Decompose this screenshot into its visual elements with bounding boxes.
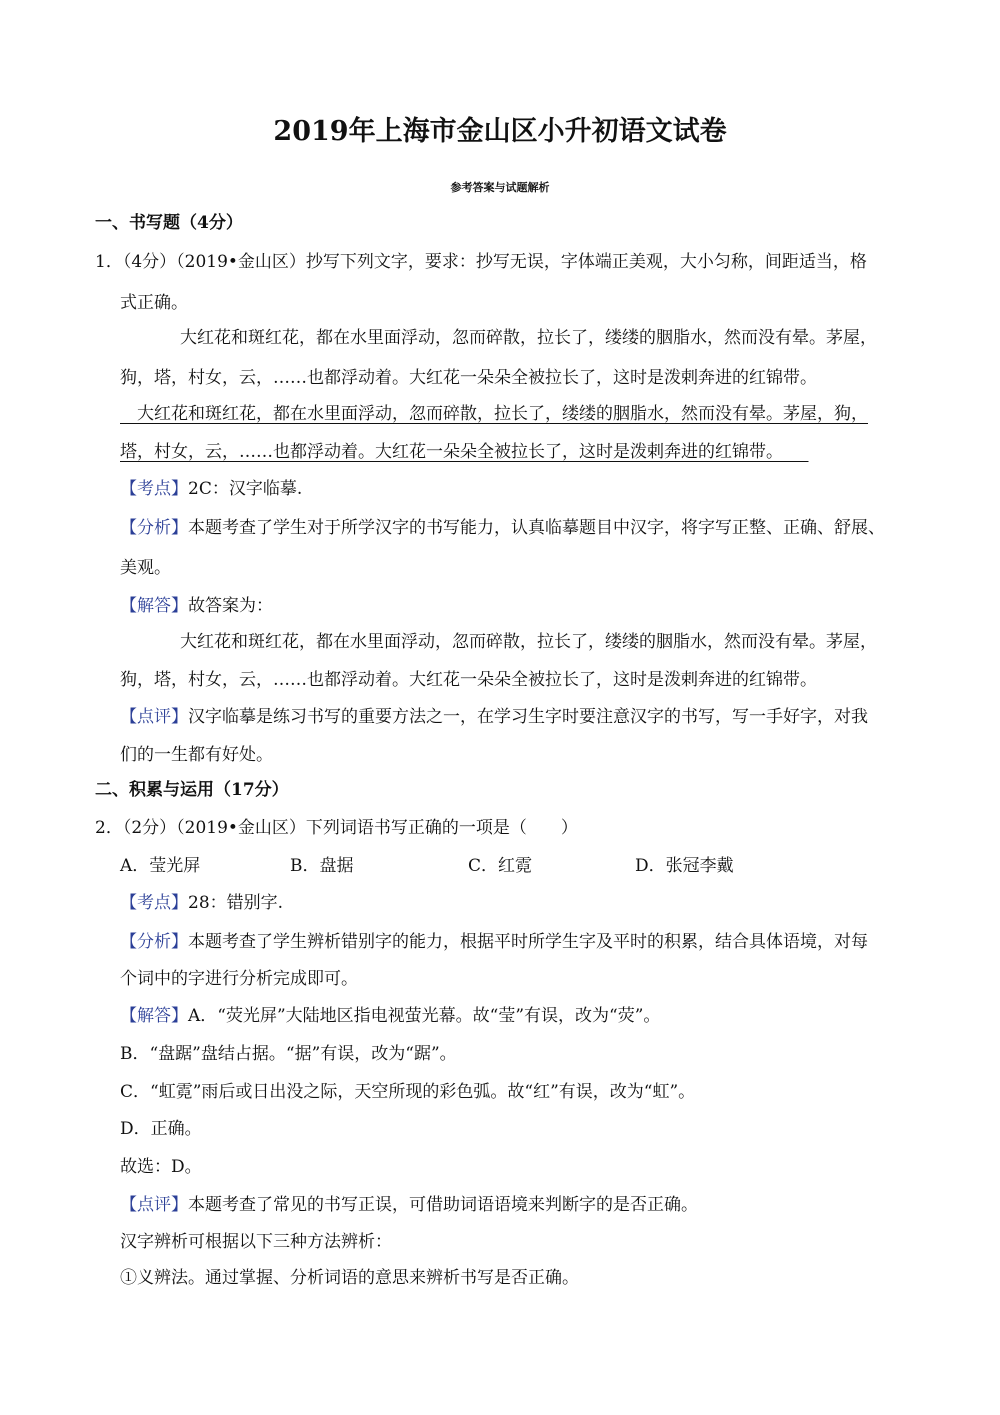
kaodian-2-text: 28：错别字. xyxy=(188,893,284,913)
jieda-1-tag: 【解答】 xyxy=(120,596,188,616)
option-c: C．红霓 xyxy=(468,856,533,876)
fenxi-1-tag: 【分析】 xyxy=(120,518,188,538)
dianping-2 xyxy=(120,1194,698,1216)
copy-line-2 xyxy=(120,441,809,463)
option-d: D．张冠李戴 xyxy=(635,856,734,876)
kaodian-1 xyxy=(120,478,302,500)
passage-line-2: 狗，塔，村女，云，……也都浮动着。大红花一朵朵全被拉长了，这时是泼剌奔进的红锦带。 xyxy=(120,368,817,388)
dianping-1 xyxy=(120,706,868,728)
kaodian-2-tag: 【考点】 xyxy=(120,893,188,913)
jieda-2-tag: 【解答】 xyxy=(120,1006,188,1026)
passage-line-1: 大红花和斑红花，都在水里面浮动，忽而碎散，拉长了，缕缕的胭脂水，然而没有晕。茅屋， xyxy=(180,328,877,348)
kaodian-2 xyxy=(120,892,283,914)
jieda-2-a: A．“荧光屏”大陆地区指电视萤光幕。故“莹”有误，改为“荧”。 xyxy=(188,1006,661,1026)
jieda-2-d: D．正确。 xyxy=(120,1119,202,1139)
copy-line-2-text: 塔，村女，云，……也都浮动着。大红花一朵朵全被拉长了，这时是泼剌奔进的红锦带。 xyxy=(120,442,775,462)
fenxi-1-text: 本题考查了学生对于所学汉字的书写能力，认真临摹题目中汉字，将字写正整、正确、舒展、 xyxy=(188,518,885,538)
document-subtitle: 参考答案与试题解析 xyxy=(450,181,550,194)
option-a: A．莹光屏 xyxy=(120,856,201,876)
option-b: B．盘据 xyxy=(290,856,354,876)
fenxi-2-text: 本题考查了学生辨析错别字的能力，根据平时所学生字及平时的积累，结合具体语境，对每 xyxy=(188,932,868,952)
question-2-options xyxy=(120,855,734,877)
method-1: ①义辨法。通过掌握、分析词语的意思来辨析书写是否正确。 xyxy=(120,1268,579,1288)
copy-line-1 xyxy=(120,403,868,425)
question-2-stem: 2．（2分）（2019•金山区）下列词语书写正确的一项是（ ） xyxy=(95,818,578,838)
jieda-1 xyxy=(120,595,273,617)
question-1-stem: 1．（4分）（2019•金山区）抄写下列文字，要求：抄写无误，字体端正美观，大小匀称，间距适当，格 xyxy=(95,252,867,272)
fenxi-2-tag: 【分析】 xyxy=(120,932,188,952)
dianping-1-text: 汉字临摹是练习书写的重要方法之一，在学习生字时要注意汉字的书写，写一手好字，对我 xyxy=(188,707,868,727)
jieda-2-c: C．“虹霓”雨后或日出没之际，天空所现的彩色弧。故“红”有误，改为“虹”。 xyxy=(120,1082,696,1102)
dianping-2-text: 本题考查了常见的书写正误，可借助词语语境来判断字的是否正确。 xyxy=(188,1195,698,1215)
question-1-stem-cont: 式正确。 xyxy=(120,293,188,313)
document-title: 2019年上海市金山区小升初语文试卷 xyxy=(273,116,727,147)
section-1-heading: 一、书写题（4分） xyxy=(95,213,243,233)
dianping-1-tag: 【点评】 xyxy=(120,707,188,727)
answer-line-2: 狗，塔，村女，云，……也都浮动着。大红花一朵朵全被拉长了，这时是泼剌奔进的红锦带。 xyxy=(120,670,817,690)
fenxi-1 xyxy=(120,517,885,539)
dianping-1-cont: 们的一生都有好处。 xyxy=(120,745,273,765)
section-2-heading: 二、积累与运用（17分） xyxy=(95,780,289,800)
fenxi-2-cont: 个词中的字进行分析完成即可。 xyxy=(120,969,358,989)
jieda-2-b: B．“盘踞”盘结占据。“据”有误，改为“踞”。 xyxy=(120,1044,457,1064)
dianping-2-tag: 【点评】 xyxy=(120,1195,188,1215)
jieda-2 xyxy=(120,1005,660,1027)
jieda-1-text: 故答案为： xyxy=(188,596,273,616)
method-intro: 汉字辨析可根据以下三种方法辨析： xyxy=(120,1232,392,1252)
answer-line-1: 大红花和斑红花，都在水里面浮动，忽而碎散，拉长了，缕缕的胭脂水，然而没有晕。茅屋， xyxy=(180,632,877,652)
fenxi-1-cont: 美观。 xyxy=(120,558,171,578)
fenxi-2 xyxy=(120,931,868,953)
copy-line-1-text: 大红花和斑红花，都在水里面浮动，忽而碎散，拉长了，缕缕的胭脂水，然而没有晕。茅屋，狗， xyxy=(137,404,868,424)
jieda-2-choice: 故选：D。 xyxy=(120,1157,202,1177)
kaodian-1-tag: 【考点】 xyxy=(120,479,188,499)
kaodian-1-text: 2C：汉字临摹. xyxy=(188,479,303,499)
